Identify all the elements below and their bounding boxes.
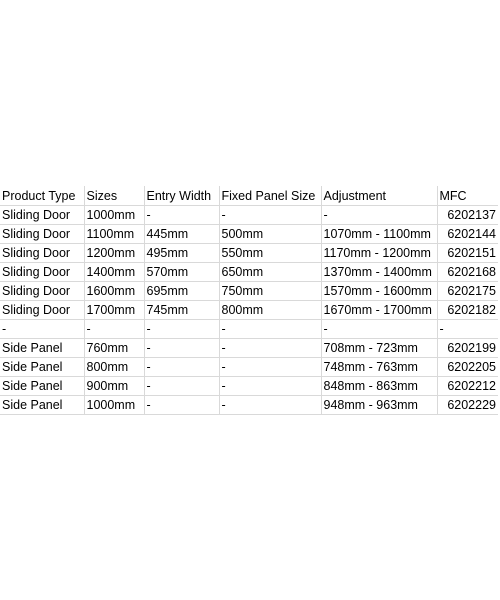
table-row <box>0 358 498 377</box>
table-row <box>0 206 498 225</box>
cell-mfc: - <box>437 320 498 339</box>
cell-mfc: 6202199 <box>437 339 498 358</box>
cell-size: 1100mm <box>84 225 144 244</box>
table-row <box>0 244 498 263</box>
product-spec-table <box>0 186 498 415</box>
cell-product-type: Sliding Door <box>0 206 84 225</box>
table-row <box>0 377 498 396</box>
cell-product-type: Side Panel <box>0 396 84 415</box>
cell-entry-width: 695mm <box>144 282 219 301</box>
header-entry-width: Entry Width <box>144 186 219 206</box>
cell-fixed-panel-size: - <box>219 206 321 225</box>
table-row <box>0 282 498 301</box>
cell-adjustment: - <box>321 206 437 225</box>
cell-fixed-panel-size: - <box>219 396 321 415</box>
cell-adjustment: 1670mm - 1700mm <box>321 301 437 320</box>
header-sizes: Sizes <box>84 186 144 206</box>
cell-entry-width: - <box>144 206 219 225</box>
cell-entry-width: - <box>144 358 219 377</box>
cell-entry-width: 495mm <box>144 244 219 263</box>
cell-fixed-panel-size: - <box>219 377 321 396</box>
table-row <box>0 225 498 244</box>
cell-fixed-panel-size: 550mm <box>219 244 321 263</box>
cell-product-type: Sliding Door <box>0 301 84 320</box>
table-header-row <box>0 186 498 206</box>
cell-product-type: - <box>0 320 84 339</box>
cell-adjustment: 748mm - 763mm <box>321 358 437 377</box>
cell-size: 1200mm <box>84 244 144 263</box>
cell-entry-width: - <box>144 339 219 358</box>
cell-entry-width: - <box>144 396 219 415</box>
cell-entry-width: - <box>144 377 219 396</box>
cell-size: 1600mm <box>84 282 144 301</box>
table-row <box>0 339 498 358</box>
cell-product-type: Side Panel <box>0 358 84 377</box>
cell-fixed-panel-size: 500mm <box>219 225 321 244</box>
cell-product-type: Sliding Door <box>0 263 84 282</box>
cell-adjustment: 1070mm - 1100mm <box>321 225 437 244</box>
table-row <box>0 263 498 282</box>
header-product-type: Product Type <box>0 186 84 206</box>
cell-product-type: Sliding Door <box>0 282 84 301</box>
cell-size: - <box>84 320 144 339</box>
header-fixed-panel-size: Fixed Panel Size <box>219 186 321 206</box>
cell-mfc: 6202229 <box>437 396 498 415</box>
cell-entry-width: 445mm <box>144 225 219 244</box>
cell-mfc: 6202205 <box>437 358 498 377</box>
cell-size: 900mm <box>84 377 144 396</box>
cell-product-type: Sliding Door <box>0 244 84 263</box>
cell-product-type: Side Panel <box>0 377 84 396</box>
cell-adjustment: 1170mm - 1200mm <box>321 244 437 263</box>
cell-fixed-panel-size: - <box>219 339 321 358</box>
table-row <box>0 301 498 320</box>
cell-adjustment: 708mm - 723mm <box>321 339 437 358</box>
cell-adjustment: - <box>321 320 437 339</box>
cell-fixed-panel-size: - <box>219 358 321 377</box>
cell-adjustment: 1370mm - 1400mm <box>321 263 437 282</box>
cell-mfc: 6202175 <box>437 282 498 301</box>
cell-fixed-panel-size: 650mm <box>219 263 321 282</box>
table-row <box>0 396 498 415</box>
cell-mfc: 6202182 <box>437 301 498 320</box>
header-mfc: MFC <box>437 186 498 206</box>
cell-adjustment: 848mm - 863mm <box>321 377 437 396</box>
cell-mfc: 6202212 <box>437 377 498 396</box>
cell-mfc: 6202151 <box>437 244 498 263</box>
cell-size: 1700mm <box>84 301 144 320</box>
cell-size: 760mm <box>84 339 144 358</box>
cell-mfc: 6202144 <box>437 225 498 244</box>
cell-mfc: 6202137 <box>437 206 498 225</box>
cell-mfc: 6202168 <box>437 263 498 282</box>
table-row <box>0 320 498 339</box>
spec-sheet <box>0 186 500 415</box>
cell-fixed-panel-size: - <box>219 320 321 339</box>
cell-size: 1000mm <box>84 206 144 225</box>
cell-adjustment: 948mm - 963mm <box>321 396 437 415</box>
cell-size: 1000mm <box>84 396 144 415</box>
cell-fixed-panel-size: 800mm <box>219 301 321 320</box>
header-adjustment: Adjustment <box>321 186 437 206</box>
cell-entry-width: - <box>144 320 219 339</box>
cell-size: 1400mm <box>84 263 144 282</box>
cell-adjustment: 1570mm - 1600mm <box>321 282 437 301</box>
cell-size: 800mm <box>84 358 144 377</box>
cell-entry-width: 570mm <box>144 263 219 282</box>
cell-product-type: Side Panel <box>0 339 84 358</box>
cell-entry-width: 745mm <box>144 301 219 320</box>
cell-fixed-panel-size: 750mm <box>219 282 321 301</box>
cell-product-type: Sliding Door <box>0 225 84 244</box>
